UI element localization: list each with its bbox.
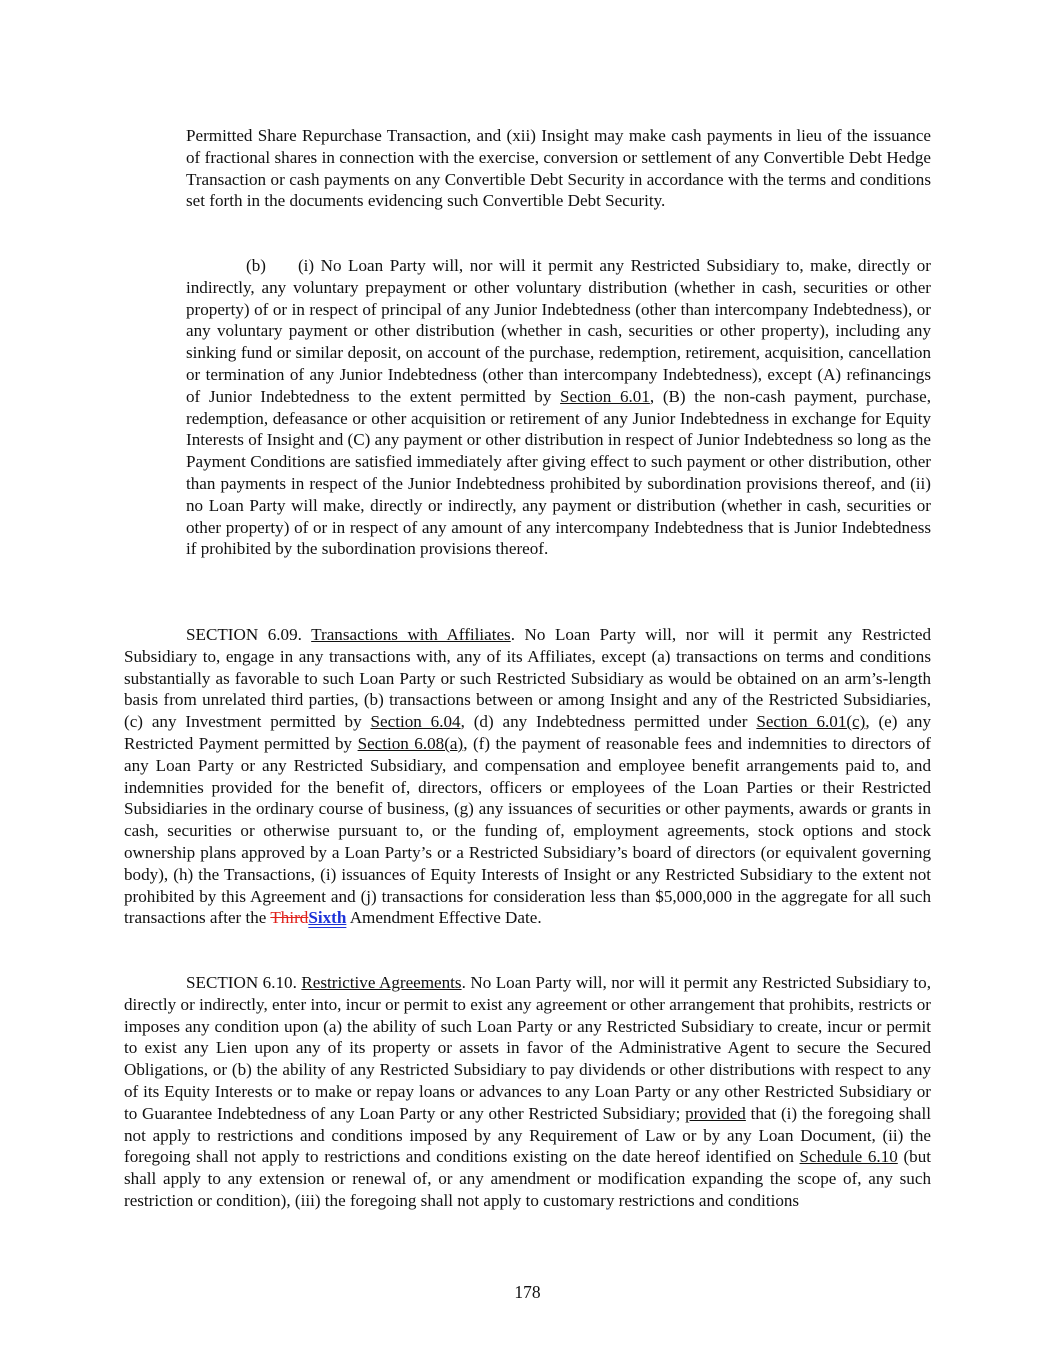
- schedule-reference: Schedule 6.10: [799, 1147, 898, 1167]
- section-text: Amendment Effective Date.: [346, 908, 542, 928]
- provided-term: provided: [685, 1103, 746, 1123]
- section-6-10: [124, 972, 931, 1212]
- section-reference: Section 6.04: [370, 712, 461, 732]
- section-reference: Section 6.01: [560, 386, 650, 406]
- section-number: SECTION 6.09.: [186, 625, 302, 644]
- section-text: , (e) any Restricted Payment permitted by: [124, 712, 931, 753]
- inserted-text: Sixth: [308, 908, 347, 928]
- section-text: . No Loan Party will, nor will it permit any Restricted Subsidiary to, engage in any transactions with, any of its Affiliates, except (a) transactions on terms and conditions substantially as favorable to such Loan Party or such Restricted Subsidiary as would be obtained on an arm’s-length basis from unrelated third parties, (b) transactions between or among Insight and any of the Restricted Subsidiaries, (c) any Investment permitted by: [124, 625, 931, 732]
- section-text: (but shall apply to any extension or renewal of, or any amendment or modification expanding the scope of, any such restriction or condition), (iii) the foregoing shall not apply to customary restrictions and conditions: [124, 1147, 931, 1210]
- section-title: Transactions with Affiliates: [311, 625, 511, 644]
- section-text: that (i) the foregoing shall not apply to restrictions and conditions imposed by any Requirement of Law or by any Loan Document, (ii) the foregoing shall not apply to restrictions and conditions existing on the date hereof identified on: [124, 1103, 931, 1167]
- deleted-text: Third: [270, 908, 309, 928]
- paragraph-a-continuation: [186, 125, 931, 212]
- section-6-09: [124, 624, 931, 929]
- paragraph-text: (i) No Loan Party will, nor will it permit any Restricted Subsidiary to, make, directly or indirectly, any voluntary prepayment or other voluntary distribution (whether in cash, securities or other property) of or in respect of principal of any Junior Indebtedness (other than intercompany Indebtedness), or any voluntary payment or other distribution (whether in cash, securities or other property), including any sinking fund or similar deposit, on account of the purchase, redemption, retirement, acquisition, cancellation or termination of any Junior Indebtedness (other than intercompany Indebtedness), except (A) refinancings of Junior Indebtedness to the extent permitted by: [186, 256, 931, 406]
- section-title: Restrictive Agreements: [301, 973, 462, 992]
- section-text: . No Loan Party will, nor will it permit any Restricted Subsidiary to, directly or indirectly, enter into, incur or permit to exist any agreement or other arrangement that prohibits, restricts or imposes any condition upon (a) the ability of such Loan Party or any Restricted Subsidiary to create, incur or permit to exist any Lien upon any of its property or assets in favor of the Administrative Agent to secure the Secured Obligations, or (b) the ability of any Restricted Subsidiary to pay dividends or other distributions with respect to any of its Equity Interests or to make or repay loans or advances to any Loan Party or any other Restricted Subsidiary or to Guarantee Indebtedness of any Loan Party or any other Restricted Subsidiary;: [124, 973, 931, 1123]
- section-text: , (d) any Indebtedness permitted under: [460, 712, 757, 732]
- section-reference: Section 6.01(c): [756, 712, 866, 732]
- section-reference: Section 6.08(a): [357, 733, 464, 753]
- paragraph-b: [186, 255, 931, 560]
- paragraph-label: (b): [246, 256, 266, 275]
- section-number: SECTION 6.10.: [186, 973, 297, 992]
- page-number: 178: [514, 1282, 541, 1302]
- paragraph-text: Permitted Share Repurchase Transaction, and (xii) Insight may make cash payments in lieu of the issuance of fractional shares in connection with the exercise, conversion or settlement of any Convertible Debt Hedge Transaction or cash payments on any Convertible Debt Security in accordance with the terms and conditions set forth in the documents evidencing such Convertible Debt Security.: [186, 126, 931, 211]
- paragraph-text: , (B) the non-cash payment, purchase, redemption, defeasance or other acquisition or retirement of any Junior Indebtedness in exchange for Equity Interests of Insight and (C) any payment or other distribution in respect of Junior Indebtedness so long as the Payment Conditions are satisfied immediately after giving effect to such payment or other distribution, other than payments in respect of the Junior Indebtedness prohibited by subordination provisions thereof, and (ii) no Loan Party will make, directly or indirectly, any payment or distribution (whether in cash, securities or other property) of or in respect of any amount of any intercompany Indebtedness that is Junior Indebtedness if prohibited by the subordination provisions thereof.: [186, 386, 932, 559]
- section-text: , (f) the payment of reasonable fees and indemnities to directors of any Loan Party or any Restricted Subsidiary, and compensation and employee benefit arrangements paid to, and indemnities provided for the benefit of, directors, officers or employees of the Loan Parties or their Restricted Subsidiaries in the ordinary course of business, (g) any issuances of securities or other payments, awards or grants in cash, securities or otherwise pursuant to, or the funding of, employment agreements, stock options and stock ownership plans approved by a Loan Party’s or a Restricted Subsidiary’s board of directors (or equivalent governing body), (h) the Transactions, (i) issuances of Equity Interests of Insight or any Restricted Subsidiary to the extent not prohibited by this Agreement and (j) transactions for consideration less than $5,000,000 in the aggregate for all such transactions after the: [124, 733, 931, 928]
